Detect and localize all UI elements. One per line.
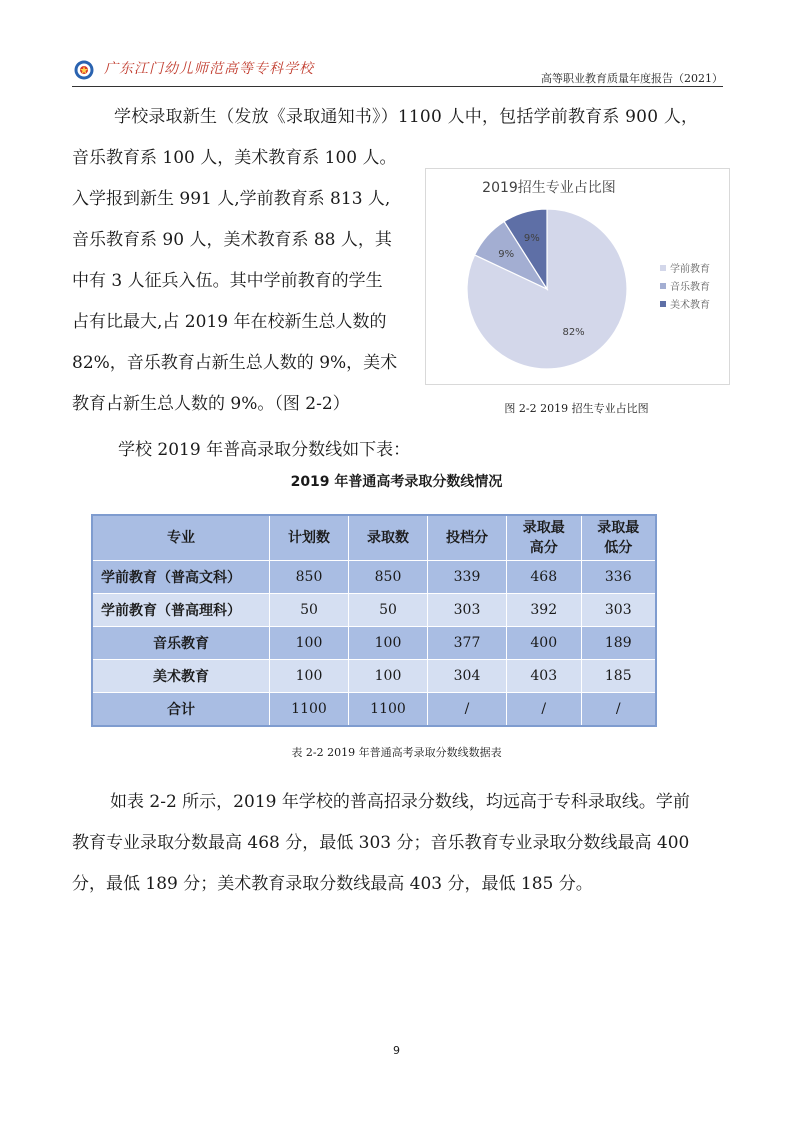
cell-major: 学前教育（普高理科）	[92, 594, 270, 627]
cell-plan: 50	[270, 594, 349, 627]
cell-plan: 100	[270, 627, 349, 660]
cell-major: 音乐教育	[92, 627, 270, 660]
cell-min-score: 185	[581, 660, 656, 693]
intro-line-8: 教育占新生总人数的 9%。（图 2-2）	[72, 394, 350, 414]
cell-plan: 100	[270, 660, 349, 693]
header-max-score: 录取最高分	[507, 515, 582, 561]
header-admitted: 录取数	[349, 515, 428, 561]
pie-data-label: 9%	[523, 232, 540, 244]
cell-filing-score: /	[428, 693, 507, 727]
header-min-score: 录取最低分	[581, 515, 656, 561]
cell-filing-score: 339	[428, 561, 507, 594]
table-title: 2019 年普通高考录取分数线情况	[290, 474, 503, 490]
header-filing-score: 投档分	[428, 515, 507, 561]
cell-major: 学前教育（普高文科）	[92, 561, 270, 594]
pie-chart-svg	[426, 169, 729, 384]
intro-line-6: 占有比最大,占 2019 年在校新生总人数的	[72, 312, 387, 332]
legend-label: 美术教育	[670, 300, 710, 311]
intro-line-7: 82%，音乐教育占新生总人数的 9%，美术	[72, 353, 398, 373]
score-table	[91, 514, 657, 727]
cell-admitted: 1100	[349, 693, 428, 727]
table-total-row	[92, 693, 656, 727]
conclusion-line-1: 如表 2-2 所示，2019 年学校的普高招录分数线，均远高于专科录取线。学前	[110, 792, 690, 812]
chart-title: 2019招生专业占比图	[482, 180, 616, 196]
page-number: 9	[393, 1044, 400, 1057]
intro-line-5: 中有 3 人征兵入伍。其中学前教育的学生	[72, 271, 383, 291]
cell-major: 美术教育	[92, 660, 270, 693]
legend-label: 学前教育	[670, 264, 710, 275]
cell-plan: 850	[270, 561, 349, 594]
header-major: 专业	[92, 515, 270, 561]
conclusion-line-3: 分，最低 189 分；美术教育录取分数线最高 403 分，最低 185 分。	[72, 874, 593, 894]
cell-max-score: 400	[507, 627, 582, 660]
pie-chart	[425, 168, 730, 385]
intro-line-1: 学校录取新生（发放《录取通知书》）1100 人中，包括学前教育系 900 人，	[114, 107, 699, 127]
table-intro: 学校 2019 年普高录取分数线如下表：	[118, 440, 411, 460]
report-title: 高等职业教育质量年度报告（2021）	[541, 72, 723, 85]
cell-total-label: 合计	[92, 693, 270, 727]
intro-line-3: 入学报到新生 991 人,学前教育系 813 人,	[72, 189, 391, 209]
cell-max-score: 403	[507, 660, 582, 693]
school-logo	[74, 60, 94, 80]
cell-min-score: /	[581, 693, 656, 727]
intro-line-4: 音乐教育系 90 人，美术教育系 88 人，其	[72, 230, 392, 250]
cell-max-score: /	[507, 693, 582, 727]
table-row	[92, 561, 656, 594]
cell-filing-score: 304	[428, 660, 507, 693]
cell-max-score: 468	[507, 561, 582, 594]
pie-data-label: 9%	[498, 249, 515, 261]
intro-line-2: 音乐教育系 100 人，美术教育系 100 人。	[72, 148, 397, 168]
pie-data-label: 82%	[562, 326, 585, 338]
chart-caption: 图 2-2 2019 招生专业占比图	[504, 402, 649, 415]
header-plan: 计划数	[270, 515, 349, 561]
legend-label: 音乐教育	[670, 282, 710, 293]
school-name: 广东江门幼儿师范高等专科学校	[104, 61, 314, 77]
legend-swatch	[660, 265, 666, 271]
cell-admitted: 850	[349, 561, 428, 594]
table-caption: 表 2-2 2019 年普通高考录取分数线数据表	[291, 746, 502, 759]
table-row	[92, 594, 656, 627]
header-divider	[72, 86, 723, 87]
intro-paragraph	[72, 138, 417, 425]
cell-min-score: 336	[581, 561, 656, 594]
table-row	[92, 627, 656, 660]
cell-admitted: 100	[349, 627, 428, 660]
cell-min-score: 189	[581, 627, 656, 660]
conclusion-line-2: 教育专业录取分数最高 468 分，最低 303 分；音乐教育专业录取分数线最高 400	[72, 833, 690, 853]
cell-max-score: 392	[507, 594, 582, 627]
legend-swatch	[660, 301, 666, 307]
legend-swatch	[660, 283, 666, 289]
cell-min-score: 303	[581, 594, 656, 627]
cell-filing-score: 303	[428, 594, 507, 627]
conclusion-paragraph	[72, 782, 732, 905]
table-header-row	[92, 515, 656, 561]
cell-admitted: 50	[349, 594, 428, 627]
table-row	[92, 660, 656, 693]
cell-admitted: 100	[349, 660, 428, 693]
cell-filing-score: 377	[428, 627, 507, 660]
cell-plan: 1100	[270, 693, 349, 727]
